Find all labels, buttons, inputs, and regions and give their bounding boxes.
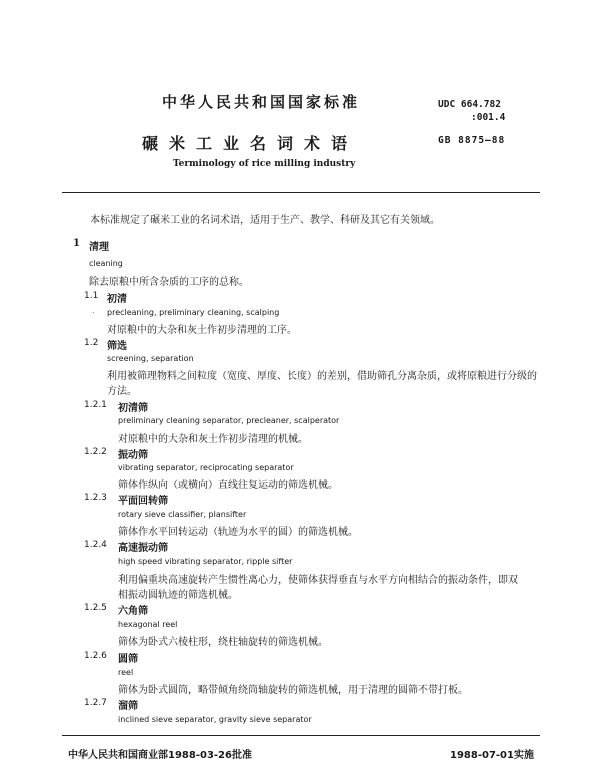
item-1-2-6-definition: 筛体为卧式圆筒，略带倾角绕筒轴旋转的筛选机械，用于清理的圆筛不带打板。 bbox=[118, 685, 468, 696]
item-1-2-6-number: 1.2.6 bbox=[84, 651, 107, 661]
gb-number: GB 8875—88 bbox=[438, 135, 506, 146]
item-1-2-7-english: inclined sieve separator, gravity sieve separator bbox=[118, 715, 312, 724]
item-1-1-english: precleaning, preliminary cleaning, scalping bbox=[107, 308, 280, 317]
item-1-2-5-english: hexagonal reel bbox=[118, 620, 178, 629]
item-1-2-5-number: 1.2.5 bbox=[84, 603, 107, 613]
header-divider bbox=[62, 192, 540, 193]
item-1-2-3-number: 1.2.3 bbox=[84, 493, 107, 503]
item-1-2-1-number: 1.2.1 bbox=[84, 400, 107, 410]
item-1-2-5-definition: 筛体为卧式六棱柱形，绕柱轴旋转的筛选机械。 bbox=[118, 637, 328, 648]
item-1-2-4-definition-line2: 相振动圆轨迹的筛选机械。 bbox=[118, 590, 238, 601]
item-1-1-number: 1.1 bbox=[84, 291, 99, 301]
item-1-1-mark: . bbox=[92, 306, 95, 315]
item-1-2-4-english: high speed vibrating separator, ripple sifter bbox=[118, 557, 293, 566]
item-1-2-3-english: rotary sieve classifier, plansifter bbox=[118, 510, 247, 519]
item-1-2-3-term: 平面回转筛 bbox=[118, 496, 168, 507]
section-1-term: 清理 bbox=[89, 242, 109, 253]
item-1-2-7-term: 溜筛 bbox=[118, 701, 138, 712]
section-1-definition: 除去原粮中所含杂质的工序的总称。 bbox=[89, 277, 249, 288]
item-1-2-1-english: preliminary cleaning separator, precleaner, scalperator bbox=[118, 416, 340, 425]
item-1-1-definition: 对原粮中的大杂和灰土作初步清理的工序。 bbox=[107, 325, 297, 336]
footer-issuer: 中华人民共和国商业部1988-03-26批准 bbox=[68, 750, 252, 761]
item-1-2-2-english: vibrating separator, reciprocating separator bbox=[118, 463, 294, 472]
item-1-2-number: 1.2 bbox=[84, 338, 99, 348]
item-1-2-term: 筛选 bbox=[107, 341, 127, 352]
item-1-2-5-term: 六角筛 bbox=[118, 606, 148, 617]
item-1-2-1-definition: 对原粮中的大杂和灰土作初步清理的机械。 bbox=[118, 434, 308, 445]
item-1-2-2-definition: 筛体作纵向（或横向）直线往复运动的筛选机械。 bbox=[118, 480, 338, 491]
section-1-number: 1 bbox=[73, 238, 80, 249]
udc-number: UDC 664.782 bbox=[438, 99, 501, 110]
document-title: 碾米工业名词术语 bbox=[142, 134, 359, 153]
item-1-2-7-number: 1.2.7 bbox=[84, 698, 107, 708]
item-1-2-definition-line1: 利用被筛理物料之间粒度（宽度、厚度、长度）的差别，借助筛孔分离杂质，或将原粮进行分级的 bbox=[107, 371, 537, 382]
footer-effective-date: 1988-07-01实施 bbox=[450, 750, 534, 761]
item-1-2-2-number: 1.2.2 bbox=[84, 447, 107, 457]
english-title: Terminology of rice milling industry bbox=[173, 159, 356, 169]
intro-paragraph: 本标准规定了碾米工业的名词术语，适用于生产、教学、科研及其它有关领域。 bbox=[90, 215, 440, 226]
item-1-2-6-english: reel bbox=[118, 668, 134, 677]
item-1-2-6-term: 圆筛 bbox=[118, 654, 138, 665]
standard-title: 中华人民共和国国家标准 bbox=[162, 93, 361, 111]
item-1-2-4-term: 高速振动筛 bbox=[118, 543, 168, 554]
item-1-2-definition-line2: 方法。 bbox=[107, 386, 137, 397]
item-1-1-term: 初清 bbox=[107, 294, 127, 305]
footer-divider bbox=[62, 735, 540, 736]
item-1-2-4-definition-line1: 利用偏重块高速旋转产生惯性离心力，使筛体获得垂直与水平方向相结合的振动条件，即双 bbox=[118, 575, 518, 586]
item-1-2-english: screening, separation bbox=[107, 354, 194, 363]
item-1-2-2-term: 振动筛 bbox=[118, 450, 148, 461]
item-1-2-1-term: 初清筛 bbox=[118, 403, 148, 414]
item-1-2-3-definition: 筛体作水平回转运动（轨迹为水平的圆）的筛选机械。 bbox=[118, 527, 358, 538]
udc-subnumber: :001.4 bbox=[471, 112, 506, 123]
section-1-english: cleaning bbox=[89, 259, 123, 268]
item-1-2-4-number: 1.2.4 bbox=[84, 540, 107, 550]
